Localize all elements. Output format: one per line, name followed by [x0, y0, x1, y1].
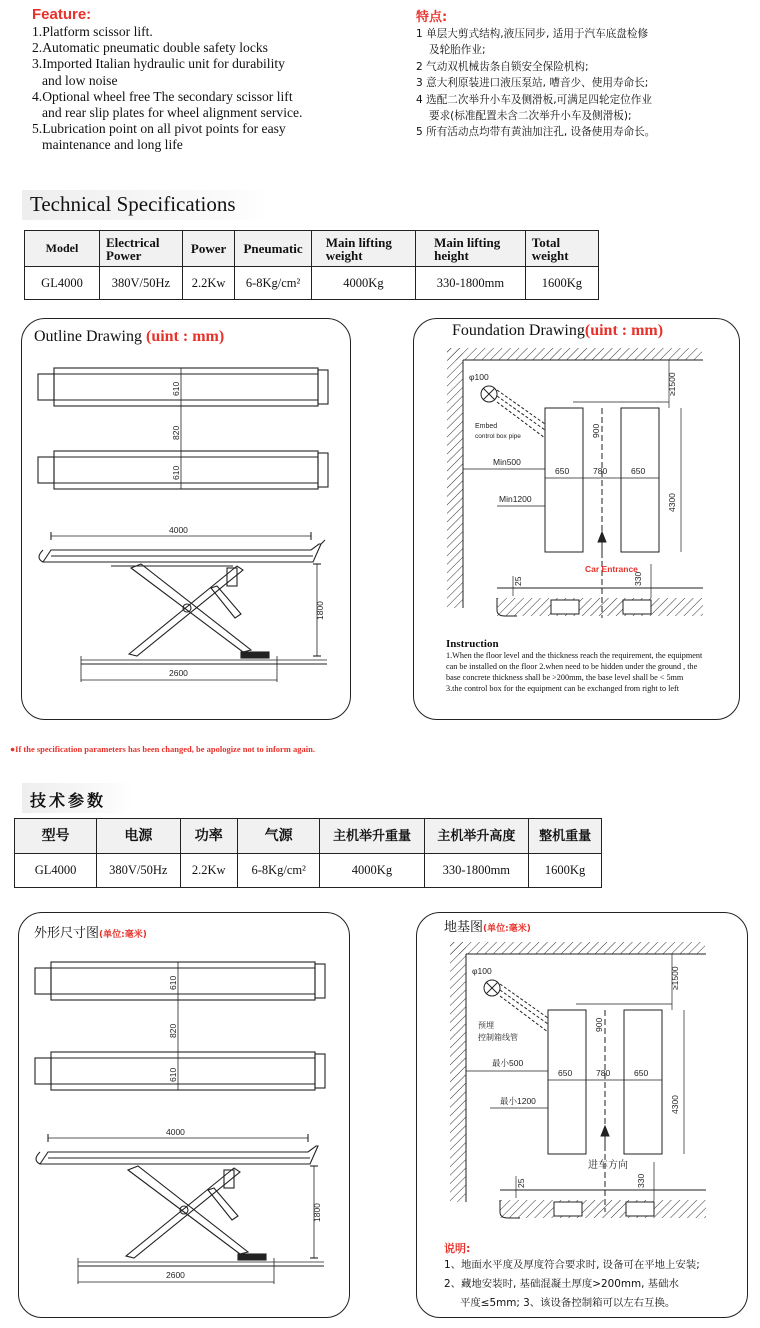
dim-820: 820	[168, 1023, 178, 1038]
wall-left	[447, 348, 463, 608]
label-car-entrance: Car Entrance	[585, 564, 638, 574]
spec-cell: 6-8Kg/cm²	[235, 267, 311, 300]
dim-610: 610	[168, 1067, 178, 1082]
spec-cell: 2.2Kw	[182, 267, 234, 300]
spec-cn-cell: 330-1800mm	[424, 854, 529, 888]
features-cn-list	[416, 26, 756, 141]
dim-610: 610	[171, 465, 181, 480]
dim-4300: 4300	[667, 493, 677, 512]
dim-1500: ≥1500	[670, 966, 680, 990]
dim-1800: 1800	[315, 601, 325, 620]
label-min500-cn: 最小500	[492, 1058, 524, 1068]
feature-cn-line: 要求(标准配置未含二次举升小车及侧滑板);	[429, 110, 632, 123]
spec-cn-header-cell: 主机举升重量	[320, 819, 424, 854]
spec-title: Technical Specifications	[30, 192, 236, 216]
feature-cn-line: 4 选配二次举升小车及侧滑板,可满足四轮定位作业	[416, 93, 652, 106]
spec-cn-header-cell: 主机举升高度	[424, 819, 529, 854]
feature-cn-line: 2 气动双机械齿条自锁安全保险机构;	[416, 60, 589, 73]
feature-line: 1.Platform scissor lift.	[32, 24, 153, 39]
wall-top	[447, 348, 702, 360]
pit-right	[621, 408, 659, 552]
feature-cn-line: 5 所有活动点均带有黄油加注孔, 设备使用寿命长。	[416, 126, 656, 139]
spec-header-row	[25, 231, 599, 267]
spec-cn-title: 技术参数	[30, 791, 107, 810]
spec-header-cell: Model	[25, 231, 100, 267]
spec-header-cell: Pneumatic	[235, 231, 311, 267]
instruction-line: 1.When the floor level and the thickness reach the requirement, the equipment	[446, 651, 703, 660]
spec-header-cell: Main lifting weight	[311, 231, 415, 267]
spec-cell: GL4000	[25, 267, 100, 300]
dim-650: 650	[634, 1068, 649, 1078]
dim-610: 610	[168, 975, 178, 990]
spec-cn-data-row	[15, 854, 602, 888]
outline-unit: (uint : mm)	[145, 328, 225, 345]
features-title: Feature:	[32, 6, 92, 23]
foundation-cn-svg	[416, 912, 748, 1242]
spec-data-row	[25, 267, 599, 300]
spec-header-cell: Power	[182, 231, 234, 267]
feature-cn-line: 3 意大利原装进口液压泵站, 嘈音少、使用寿命长;	[416, 77, 649, 90]
spec-cn-cell: 4000Kg	[320, 854, 424, 888]
dim-4000: 4000	[166, 1127, 185, 1137]
spec-cn-cell: GL4000	[15, 854, 97, 888]
dim-phi100: φ100	[469, 372, 489, 382]
dim-780: 780	[593, 466, 608, 476]
dim-610: 610	[171, 381, 181, 396]
instruction-line: 3.the control box for the equipment can be exchanged from right to left	[446, 684, 680, 693]
spec-cell: 330-1800mm	[416, 267, 526, 300]
spec-cn-cell: 2.2Kw	[180, 854, 237, 888]
outline-cn-svg	[18, 912, 350, 1318]
spec-cn-cell: 1600Kg	[529, 854, 602, 888]
foundation-cn-title-text: 地基图	[444, 920, 484, 935]
dim-900: 900	[591, 423, 601, 438]
spec-cn-table	[14, 818, 602, 888]
feature-line: and low noise	[42, 72, 118, 88]
spec-cn-header-cell: 气源	[238, 819, 320, 854]
instruction-line: base concrete thickness shall be >200mm, the base level shall be < 5mm	[446, 673, 684, 682]
dim-2600: 2600	[166, 1270, 185, 1280]
instruction-title: Instruction	[446, 638, 499, 650]
features-cn-title: 特点:	[416, 10, 448, 25]
outline-title-text: Outline Drawing	[34, 328, 146, 345]
spec-cn-cell: 380V/50Hz	[97, 854, 180, 888]
label-min1200: Min1200	[499, 494, 532, 504]
label-embed-cn: 预埋	[478, 1021, 494, 1030]
feature-line: 4.Optional wheel free The secondary scissor lift	[32, 88, 293, 104]
dim-25: 25	[516, 1178, 526, 1188]
spec-cell: 1600Kg	[525, 267, 598, 300]
spec-table	[24, 230, 599, 300]
dim-phi100: φ100	[472, 966, 492, 976]
spec-cn-cell: 6-8Kg/cm²	[238, 854, 320, 888]
instruction-block	[446, 638, 736, 694]
dim-25: 25	[513, 576, 523, 586]
label-car-entrance-cn: 进车方向	[588, 1160, 628, 1171]
feature-cn-line: 1 单层大剪式结构,液压同步, 适用于汽车底盘检修	[416, 28, 649, 40]
spec-header-cell: Main lifting height	[416, 231, 526, 267]
feature-cn-line: 及轮胎作业;	[429, 44, 486, 57]
feature-line: 3.Imported Italian hydraulic unit for durability	[32, 56, 285, 72]
instruction-cn-title: 说明:	[444, 1242, 471, 1255]
label-min500: Min500	[493, 457, 521, 467]
lift-deck-side	[43, 544, 321, 562]
label-min1200-cn: 最小1200	[500, 1096, 536, 1106]
feature-line: and rear slip plates for wheel alignment service.	[42, 105, 303, 121]
instruction-cn-line: 2、藏地安装时, 基础混凝土厚度>200mm, 基础水	[444, 1278, 679, 1290]
outline-cn-title-text: 外形尺寸图	[34, 926, 100, 941]
spec-cell: 4000Kg	[311, 267, 415, 300]
dim-650: 650	[558, 1068, 573, 1078]
feature-line: 2.Automatic pneumatic double safety locks	[32, 40, 268, 56]
spec-cn-header-row	[15, 819, 602, 854]
spec-cn-header-cell: 电源	[97, 819, 180, 854]
outline-drawing-svg	[21, 318, 351, 720]
dim-2600: 2600	[169, 668, 188, 678]
feature-line: 5.Lubrication point on all pivot points for easy	[32, 121, 286, 137]
dim-330: 330	[633, 571, 643, 586]
dim-900: 900	[594, 1017, 604, 1032]
pit-left	[545, 408, 583, 552]
spec-header-cell: Total weight	[525, 231, 598, 267]
feature-line: maintenance and long life	[42, 137, 183, 153]
features-list	[32, 24, 392, 154]
instruction-cn-line: 1、地面水平度及厚度符合要求时, 设备可在平地上安装;	[444, 1259, 700, 1271]
foundation-unit: (uint : mm)	[584, 322, 664, 339]
dim-1500: ≥1500	[667, 372, 677, 396]
dim-820: 820	[171, 425, 181, 440]
dim-650: 650	[555, 466, 570, 476]
dim-650: 650	[631, 466, 646, 476]
label-pipe: control box pipe	[475, 433, 521, 440]
spec-header-cell: Electrical Power	[100, 231, 183, 267]
foundation-title-text: Foundation Drawing	[452, 322, 585, 339]
dim-4000: 4000	[169, 525, 188, 535]
dim-780: 780	[596, 1068, 611, 1078]
dim-330: 330	[636, 1173, 646, 1188]
spec-cn-header-cell: 整机重量	[529, 819, 602, 854]
notice-text: ●If the specification parameters has been changed, be apologize not to inform again.	[10, 744, 315, 754]
instruction-line: can be installed on the floor 2.when need to be hidden under the ground , the	[446, 662, 698, 671]
spec-cn-header-cell: 功率	[180, 819, 237, 854]
instruction-cn-block	[444, 1240, 744, 1313]
foundation-drawing-svg	[413, 318, 740, 653]
outline-cn-unit: (单位:毫米)	[99, 930, 147, 940]
spec-cell: 380V/50Hz	[100, 267, 183, 300]
label-pipe-cn: 控制箱线管	[478, 1033, 518, 1042]
dim-1800: 1800	[312, 1203, 322, 1222]
foundation-cn-unit: (单位:毫米)	[483, 924, 531, 934]
spec-cn-header-cell: 型号	[15, 819, 97, 854]
instruction-cn-line: 平度≤5mm; 3、该设备控制箱可以左右互换。	[460, 1297, 676, 1309]
dim-4300: 4300	[670, 1095, 680, 1114]
label-embed: Embed	[475, 423, 498, 430]
